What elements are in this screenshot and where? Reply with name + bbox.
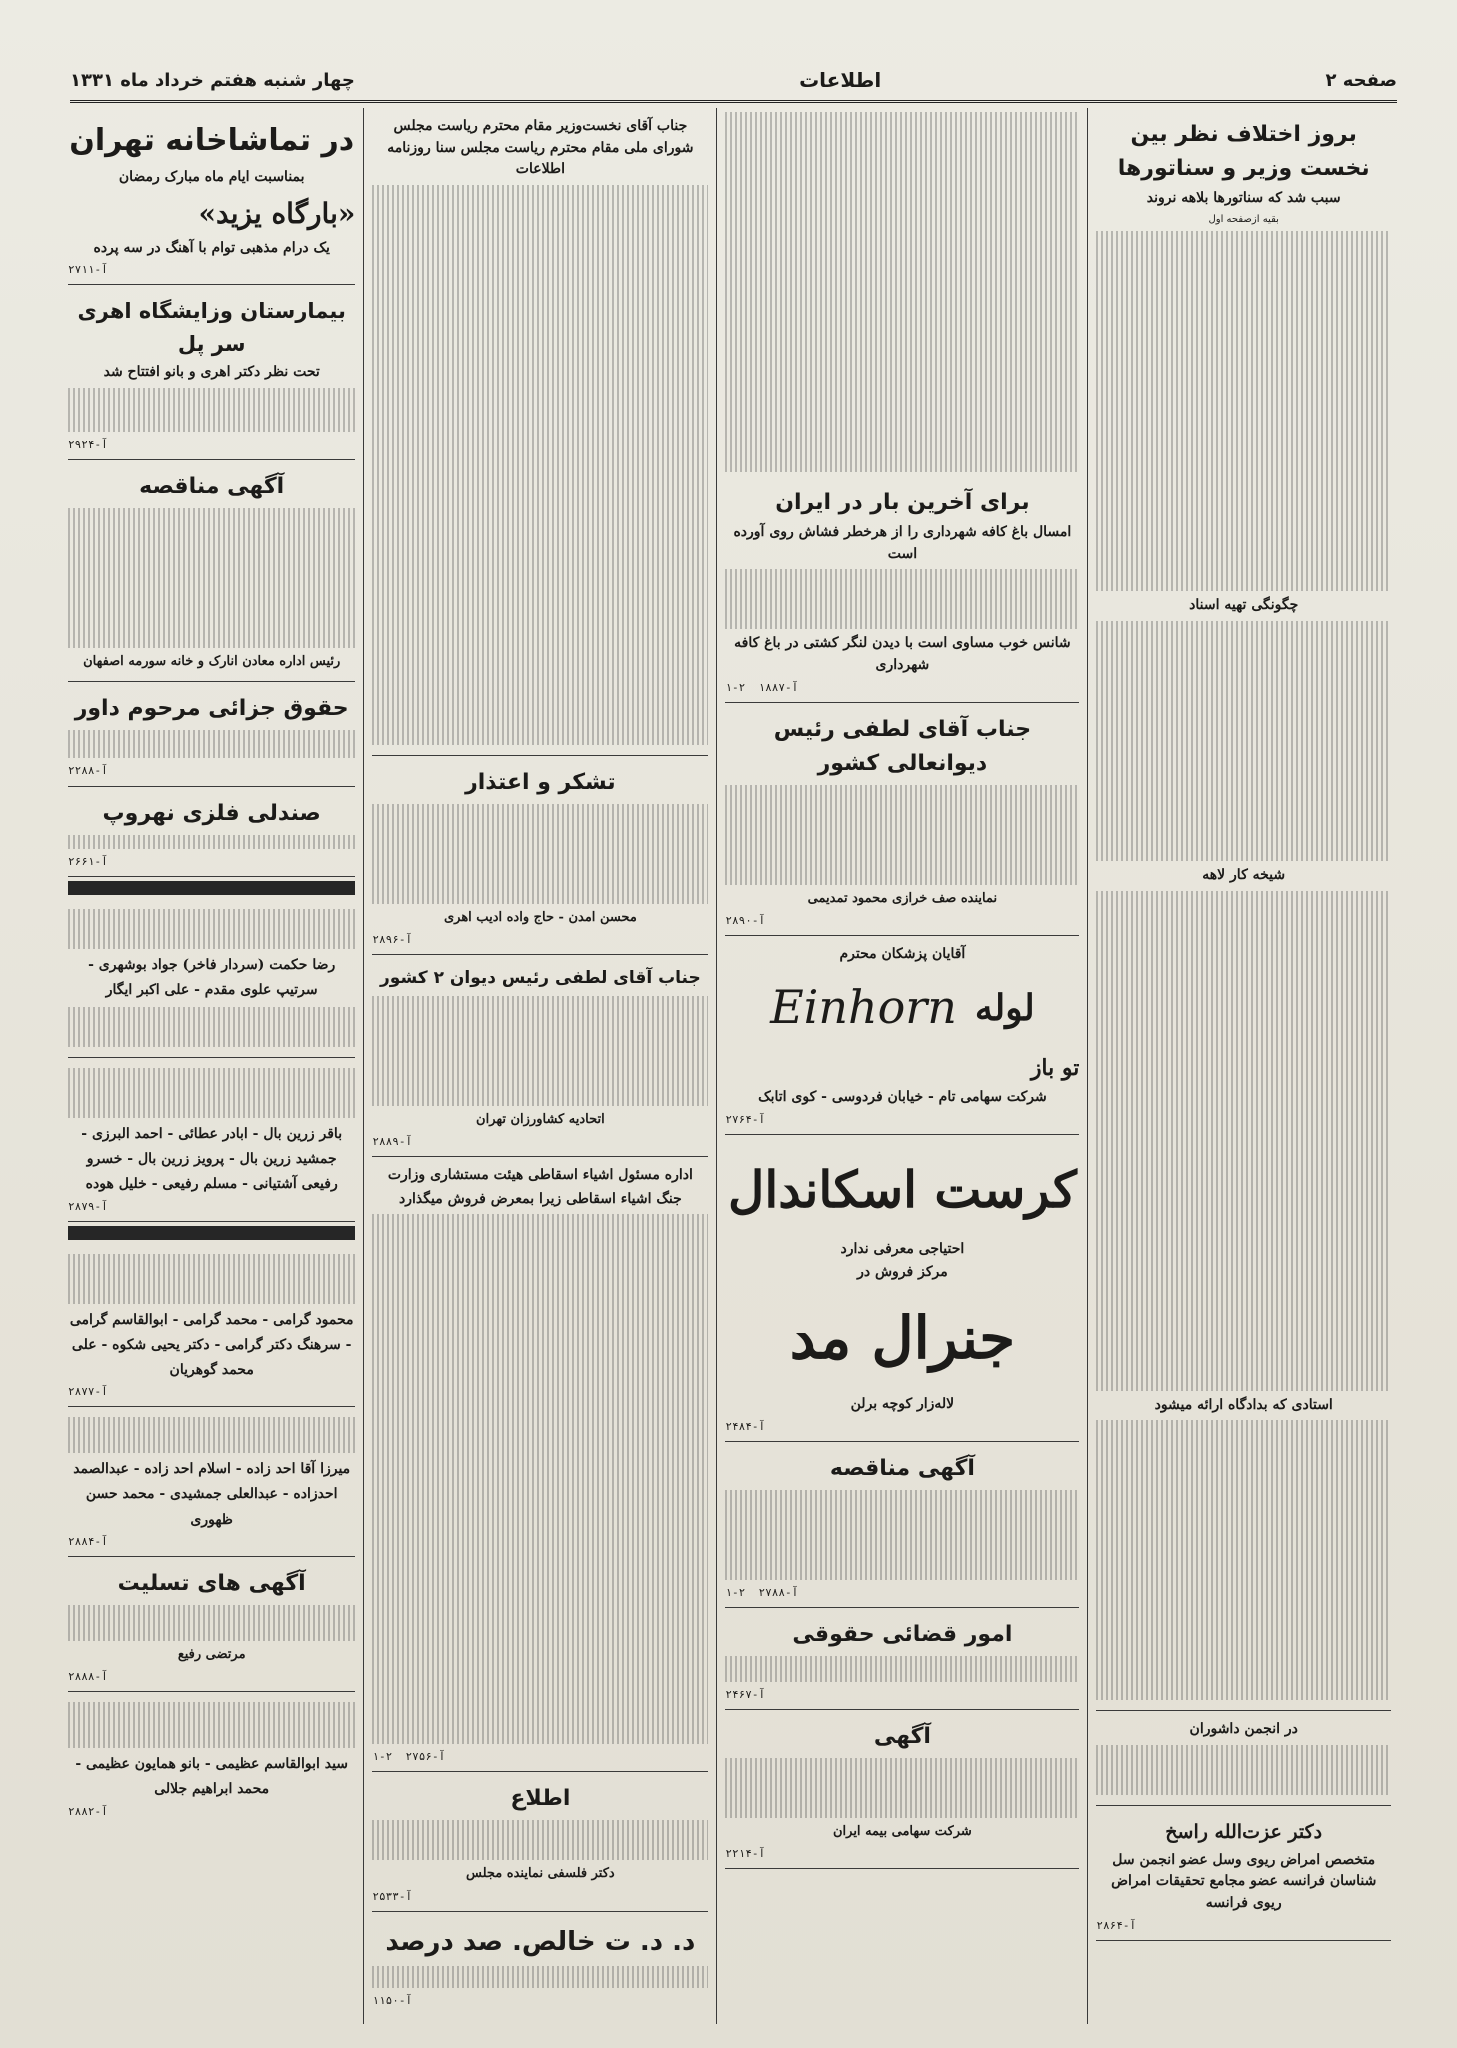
article-body-text: [1096, 1745, 1391, 1795]
ad-code: آ-۲۹۲۴: [68, 438, 108, 452]
ad-body-text: [725, 1490, 1079, 1580]
doctors-title: آقایان پزشکان محترم: [839, 946, 966, 963]
thanks-signature: محسن امدن - حاج واده ادیب اهری: [443, 910, 637, 926]
condolence-block-4: [68, 1407, 355, 1557]
lead-headline: بروز اختلاف نظر بین نخست وزیر و سناتورها: [1117, 122, 1370, 182]
hospital-ad: [68, 285, 355, 460]
cafe-footer: شانس خوب مساوی است با دیدن لنگر کشتی در باغ کافه شهرداری: [734, 635, 1071, 674]
ad-code: آ-۱۸۸۷ ۲-۱: [725, 680, 799, 694]
info-notice: [372, 1772, 708, 1911]
cafe-ad: [725, 476, 1079, 703]
doctor-ad: [1096, 1806, 1391, 1941]
ad-body-text: [68, 730, 355, 758]
ad-code: آ-۲۸۸۹: [372, 1134, 413, 1148]
notice-body-text: [68, 1007, 355, 1047]
column-politics: [1087, 108, 1399, 2024]
cafe-subheadline: امسال باغ کافه شهرداری را از هرخطر فشاش روی آورده است: [733, 524, 1072, 562]
chair-title: صندلی فلزی نهروپ: [102, 800, 321, 826]
info-title: اطلاع: [510, 1786, 571, 1812]
notice-body-text: [372, 804, 708, 904]
ad-code: آ-۲۷۵۶ ۲-۱: [372, 1750, 446, 1764]
ad-code: آ-۲۲۱۴: [725, 1847, 766, 1861]
legal-affairs-title: امور قضائی حقوقی: [792, 1621, 1013, 1647]
mine-tender: [68, 460, 355, 682]
section-title-documents: چگونگی تهیه اسناد: [1189, 597, 1299, 614]
notice-body-text: [68, 909, 355, 949]
ad-code: آ-۲۲۸۸: [68, 764, 108, 778]
lotfi-title: جناب آقای لطفی رئیس دیوان ۲ کشور: [380, 968, 701, 989]
mourner-names: باقر زرین بال - ابادر عطائی - احمد البرزی - جمشید زرین بال - پرویز زرین بال - خسرو رفیعی آشتیانی - مسلم رفیعی - خلیل هوده: [81, 1126, 343, 1193]
condolence-ads: [68, 1557, 355, 1692]
ad-code: آ-۲۸۷۹: [68, 1199, 108, 1213]
divider-bar: [68, 1226, 355, 1240]
condolence-block-5: [68, 1692, 355, 1825]
article-body-text: [1096, 891, 1391, 1391]
ad-code: آ-۲۸۸۸: [68, 1670, 108, 1684]
corset-line2: مرکز فروش در: [857, 1264, 948, 1281]
article-body-text: [1096, 621, 1391, 861]
play-description: یک درام مذهبی توام با آهنگ در سه پرده: [93, 239, 330, 256]
issue-date: چهار شنبه هفتم خرداد ماه ۱۳۳۱: [70, 69, 355, 91]
ad-code: آ-۲۷۶۴: [725, 1113, 766, 1127]
ad-body-text: [725, 1656, 1079, 1682]
column-letters: [363, 108, 716, 2024]
cafe-headline: برای آخرین بار در ایران: [775, 490, 1030, 515]
notice-body-text: [68, 1254, 355, 1304]
ad-code: آ-۲۸۸۴: [68, 1534, 108, 1548]
ad-code: آ-۲۸۷۷: [68, 1385, 108, 1399]
brand-latin: Einhorn: [770, 979, 957, 1034]
page-number: صفحه ۲: [1325, 69, 1397, 91]
letter-addressees: جناب آقای نخست‌وزیر مقام محترم ریاست مجلس شورای ملی مقام محترم ریاست مجلس سنا روزنامه اطلاعات: [387, 118, 694, 178]
notice-body-text: [68, 1068, 355, 1118]
theatre-title: در تماشاخانه تهران: [69, 123, 355, 158]
store-name: جنرال مد: [789, 1303, 1016, 1372]
ddt-title: د. د. ت خالص. صد درصد: [385, 1926, 696, 1957]
ad-code: آ-۲۵۳۳: [372, 1889, 413, 1903]
condolence-signature: مرتضی رفیع: [177, 1646, 246, 1662]
court-notice: [725, 703, 1079, 936]
theatre-ad: [68, 108, 355, 285]
court-signature: نماینده صف خرازی محمود تمدیمی: [807, 891, 998, 907]
lead-note: بقیه ازصفحه اول: [1208, 213, 1279, 225]
doctor-specialty: متخصص امراض ریوی وسل عضو انجمن سل شناسان فرانسه عضو مجامع تحقیقات امراض ریوی فرانسه: [1111, 1851, 1377, 1911]
mine-tender-title: آگهی مناقصه: [139, 474, 285, 500]
hospital-title: بیمارستان وزایشگاه اهری سر پل: [77, 299, 346, 356]
ad-code: آ-۲۷۱۱: [68, 263, 108, 277]
scholars-notice: [1096, 1711, 1391, 1806]
mourner-names: محمود گرامی - محمد گرامی - ابوالقاسم گرامی - سرهنگ دکتر گرامی - دکتر یحیی شکوه - علی محمد گوهریان: [69, 1311, 354, 1379]
insurance-title: آگهی: [873, 1723, 931, 1749]
tender-notice: [725, 1442, 1079, 1608]
book-title: حقوق جزائی مرحوم داور: [74, 696, 349, 722]
lotfi-signature: اتحادیه کشاورزان تهران: [476, 1111, 605, 1127]
ad-code: آ-۲۸۶۴: [1096, 1918, 1137, 1932]
ad-code: آ-۲۶۶۱: [68, 854, 108, 868]
section-title-court-documents: استادی که بدادگاه ارائه میشود: [1154, 1396, 1333, 1413]
ad-code: آ-۲۴۶۷: [725, 1687, 766, 1701]
condolence-block-3: [68, 1244, 355, 1408]
theatre-subtitle: بمناسبت ایام ماه مبارک رمضان: [118, 168, 305, 185]
letter-body-text: [372, 996, 708, 1106]
lotfi-letter: [372, 955, 708, 1157]
ad-body-text: [372, 1966, 708, 1988]
auction-subtitle: جنگ اشیاء اسقاطی زیرا بمعرض فروش میگذارد: [399, 1190, 682, 1207]
condolence-block-1: [68, 899, 355, 1058]
insurance-company: شرکت سهامی بیمه ایران: [832, 1823, 972, 1839]
corset-ad: [725, 1135, 1079, 1442]
lead-subheadline: سبب شد که سناتورها بلاهه نروند: [1146, 190, 1341, 207]
einhorn-ad: [725, 936, 1079, 1135]
thanks-notice: [372, 756, 708, 955]
ad-body-text: [68, 835, 355, 849]
ad-code: آ-۲۸۹۶: [372, 933, 413, 947]
open-letter: [372, 108, 708, 756]
mine-tender-signature: رئیس اداره معادن انارک و خانه سورمه اصفهان: [83, 654, 341, 670]
info-signature: دکتر فلسفی نماینده مجلس: [466, 1866, 615, 1882]
mourner-names: میرزا آقا احد زاده - اسلام احد زاده - عبدالصمد احدزاده - عبدالعلی جمشیدی - محمد حسن ظهوری: [73, 1461, 351, 1528]
notice-body-text: [372, 1214, 708, 1744]
store-address: لاله‌زار کوچه برلن: [850, 1395, 955, 1412]
condolence-block-2: [68, 1058, 355, 1222]
auction-title: اداره مسئول اشیاء اسقاطی هیئت مستشاری وزارت: [387, 1166, 693, 1183]
column-announcements: [60, 108, 363, 2024]
book-ad: [68, 682, 355, 786]
ad-body-text: [725, 1758, 1079, 1818]
ad-body-text: [68, 388, 355, 432]
ad-code: آ-۲۸۸۲: [68, 1804, 108, 1818]
court-headline: جناب آقای لطفی رئیس دیوانعالی کشور: [773, 716, 1032, 776]
mourner-names: سید ابوالقاسم عظیمی - بانو همایون عظیمی - محمد ابراهیم جلالی: [75, 1756, 349, 1798]
chair-ad: [68, 787, 355, 877]
masthead: [70, 60, 1397, 103]
ad-code: آ-۱۱۵۰: [372, 1993, 413, 2007]
notice-body-text: [68, 1605, 355, 1641]
article-body-text: [1096, 1420, 1391, 1700]
hospital-subtitle: تحت نظر دکتر اهری و بانو افتتاح شد: [103, 364, 320, 381]
letter-body-text: [372, 185, 708, 745]
ad-code: آ-۲۸۹۰: [725, 914, 766, 928]
section-title-scholars: در انجمن داشوران: [1189, 1721, 1298, 1738]
doctor-name: دکتر عزت‌الله راسخ: [1165, 1821, 1323, 1844]
article-body-text: [725, 785, 1079, 885]
column-ads-center: [716, 108, 1087, 2024]
newspaper-name: اطلاعات: [799, 68, 882, 92]
notice-body-text: [372, 1820, 708, 1860]
play-title: «بارگاه یزید»: [198, 197, 356, 231]
brand-company: شرکت سهامی تام - خیابان فردوسی - کوی اتابک: [758, 1089, 1047, 1106]
notice-body-text: [68, 1417, 355, 1453]
tender-title: آگهی مناقصه: [829, 1455, 975, 1481]
auction-notice: [372, 1157, 708, 1772]
article-body-text: [1096, 231, 1391, 591]
columns: [60, 108, 1399, 2024]
legal-affairs-ad: [725, 1608, 1079, 1710]
brand-subtitle: تو باز: [1030, 1055, 1080, 1082]
ad-body-text: [68, 508, 355, 648]
divider-bar: [68, 881, 355, 895]
lead-article: [1096, 108, 1391, 1711]
ad-body-text: [725, 569, 1079, 629]
ad-code: آ-۲۷۸۸ ۲-۱: [725, 1585, 799, 1599]
corset-line1: احتیاجی معرفی ندارد: [840, 1240, 965, 1257]
ad-code: آ-۲۴۸۴: [725, 1419, 766, 1433]
ddt-ad: [372, 1912, 708, 2015]
mourner-names: رضا حکمت (سردار فاخر) جواد بوشهری - سرتیپ علوی مقدم - علی اکبر ایگار: [88, 956, 336, 998]
thanks-title: تشکر و اعتذار: [465, 770, 616, 796]
condolence-title: آگهی های تسلیت: [117, 1570, 306, 1596]
notice-body-text: [68, 1702, 355, 1748]
section-title-hague: شیخه کار لاهه: [1202, 867, 1286, 884]
insurance-ad: [725, 1710, 1079, 1869]
brand-farsi: لوله: [974, 986, 1035, 1029]
corset-title: کرست اسکاندال: [728, 1160, 1077, 1220]
article-body-text: [725, 112, 1079, 472]
